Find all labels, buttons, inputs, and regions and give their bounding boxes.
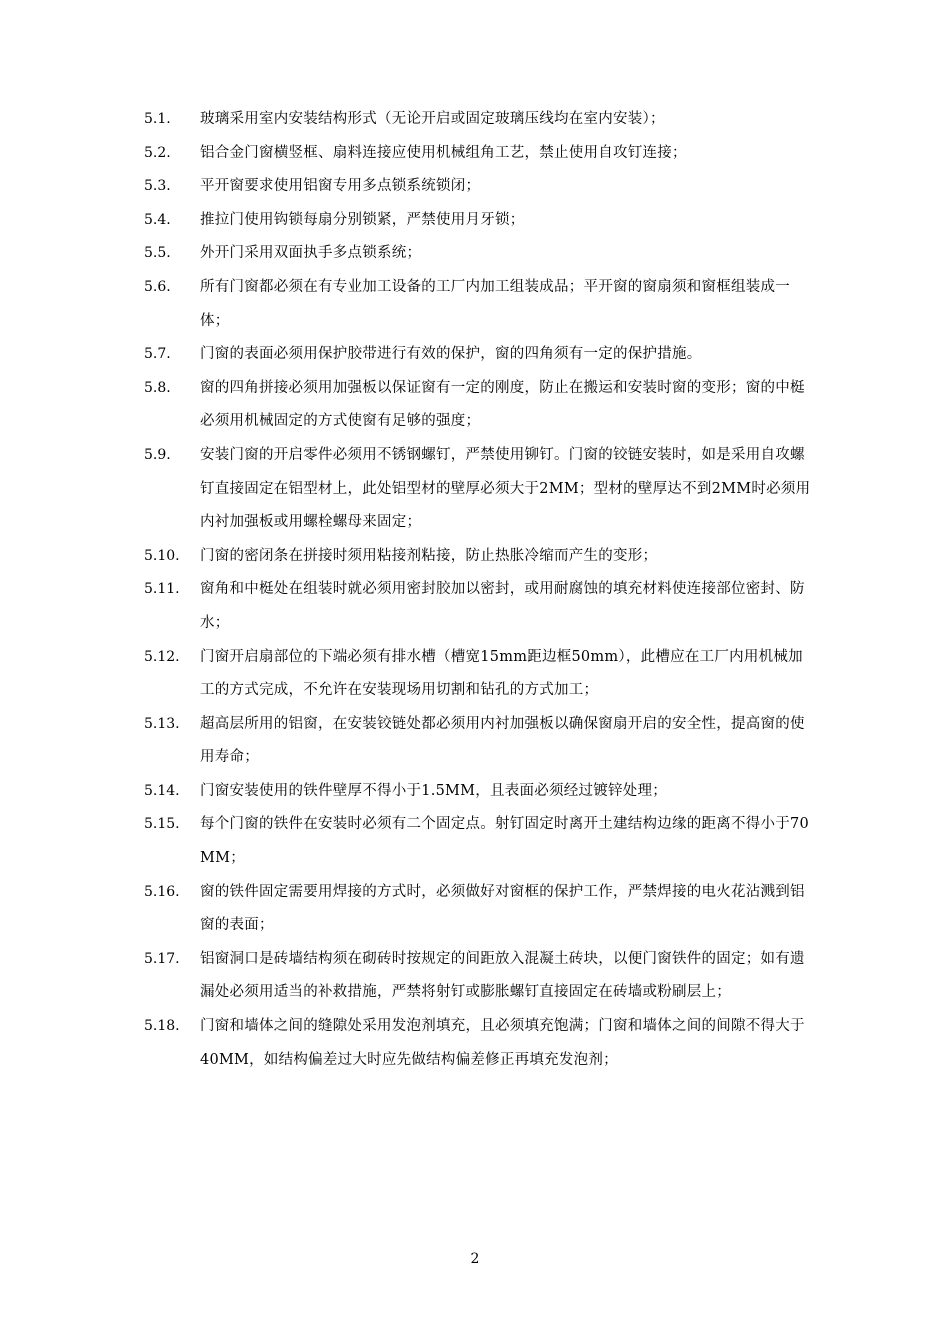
clause-text: 安装门窗的开启零件必须用不锈钢螺钉，严禁使用铆钉。门窗的铰链安装时，如是采用自攻螺钉直接固定在铝型材上，此处铝型材的壁厚必须大于2MM；型材的壁厚达不到2MM时必须用内衬加强板或用螺栓螺母来固定；	[200, 446, 811, 531]
clause-number: 5.10.	[144, 547, 180, 564]
clause-text: 平开窗要求使用铝窗专用多点锁系统锁闭；	[200, 178, 481, 195]
clause-text: 铝窗洞口是砖墙结构须在砌砖时按规定的间距放入混凝土砖块，以便门窗铁件的固定；如有遗漏处必须用适当的补救措施，严禁将射钉或膨胀螺钉直接固定在砖墙或粉刷层上；	[200, 950, 805, 1001]
clause-text: 推拉门使用钩锁每扇分别锁紧，严禁使用月牙锁；	[200, 211, 525, 228]
clause-number: 5.9.	[144, 446, 171, 463]
clause-number: 5.16.	[144, 883, 180, 900]
clause-number: 5.3.	[144, 178, 171, 195]
clause-text: 门窗的表面必须用保护胶带进行有效的保护，窗的四角须有一定的保护措施。	[200, 346, 702, 363]
clause-5-6	[144, 271, 814, 338]
clause-number: 5.7.	[144, 346, 171, 363]
clause-5-2	[144, 137, 814, 171]
clause-number: 5.5.	[144, 245, 171, 262]
clause-text: 门窗开启扇部位的下端必须有排水槽（槽宽15mm距边框50mm），此槽应在工厂内用机械加工的方式完成，不允许在安装现场用切割和钻孔的方式加工；	[200, 648, 803, 699]
clause-text: 门窗安装使用的铁件壁厚不得小于1.5MM，且表面必须经过镀锌处理；	[200, 782, 668, 799]
clause-number: 5.14.	[144, 782, 180, 799]
clause-text: 玻璃采用室内安装结构形式（无论开启或固定玻璃压线均在室内安装）；	[200, 111, 665, 127]
clause-text: 铝合金门窗横竖框、扇料连接应使用机械组角工艺，禁止使用自攻钉连接；	[200, 144, 687, 161]
clause-text: 超高层所用的铝窗，在安装铰链处都必须用内衬加强板以确保窗扇开启的安全性，提高窗的使用寿命；	[200, 715, 805, 766]
clause-5-13	[144, 708, 814, 775]
clause-5-5	[144, 237, 814, 271]
clause-text: 窗的铁件固定需要用焊接的方式时，必须做好对窗框的保护工作，严禁焊接的电火花沾溅到铝窗的表面；	[200, 883, 805, 934]
clause-5-12	[144, 641, 814, 708]
clause-text: 所有门窗都必须在有专业加工设备的工厂内加工组装成品；平开窗的窗扇须和窗框组装成一体；	[200, 278, 790, 329]
clause-text: 窗的四角拼接必须用加强板以保证窗有一定的刚度，防止在搬运和安装时窗的变形；窗的中梃必须用机械固定的方式使窗有足够的强度；	[200, 379, 805, 430]
clause-5-1	[144, 103, 814, 137]
clause-5-11	[144, 573, 814, 640]
clause-text: 窗角和中梃处在组装时就必须用密封胶加以密封，或用耐腐蚀的填充材料使连接部位密封、防水；	[200, 581, 805, 631]
clause-5-10	[144, 540, 814, 574]
clause-number: 5.6.	[144, 278, 171, 295]
clause-5-3	[144, 170, 814, 204]
clause-text: 门窗和墙体之间的缝隙处采用发泡剂填充，且必须填充饱满；门窗和墙体之间的间隙不得大于40MM，如结构偏差过大时应先做结构偏差修正再填充发泡剂；	[200, 1018, 805, 1068]
clause-5-7	[144, 338, 814, 372]
clause-5-14	[144, 775, 814, 809]
clause-number: 5.15.	[144, 816, 180, 833]
clause-5-18	[144, 1010, 814, 1077]
clause-number: 5.17.	[144, 950, 180, 967]
clause-list	[144, 103, 814, 1077]
clause-5-17	[144, 943, 814, 1010]
clause-5-15	[144, 808, 814, 875]
clause-text: 每个门窗的铁件在安装时必须有二个固定点。射钉固定时离开土建结构边缘的距离不得小于70MM；	[200, 816, 809, 867]
clause-number: 5.8.	[144, 379, 171, 396]
clause-number: 5.4.	[144, 211, 171, 228]
clause-number: 5.1.	[144, 111, 171, 127]
clause-5-4	[144, 204, 814, 238]
clause-number: 5.12.	[144, 648, 180, 665]
clause-5-9	[144, 439, 814, 540]
clause-5-8	[144, 372, 814, 439]
clause-number: 5.11.	[144, 581, 180, 598]
clause-number: 5.2.	[144, 144, 171, 161]
page-number: 2	[470, 1251, 480, 1267]
clause-number: 5.13.	[144, 715, 180, 732]
clause-number: 5.18.	[144, 1018, 180, 1035]
clause-text: 门窗的密闭条在拼接时须用粘接剂粘接，防止热胀冷缩而产生的变形；	[200, 547, 658, 564]
clause-text: 外开门采用双面执手多点锁系统；	[200, 245, 422, 262]
clause-5-16	[144, 876, 814, 943]
